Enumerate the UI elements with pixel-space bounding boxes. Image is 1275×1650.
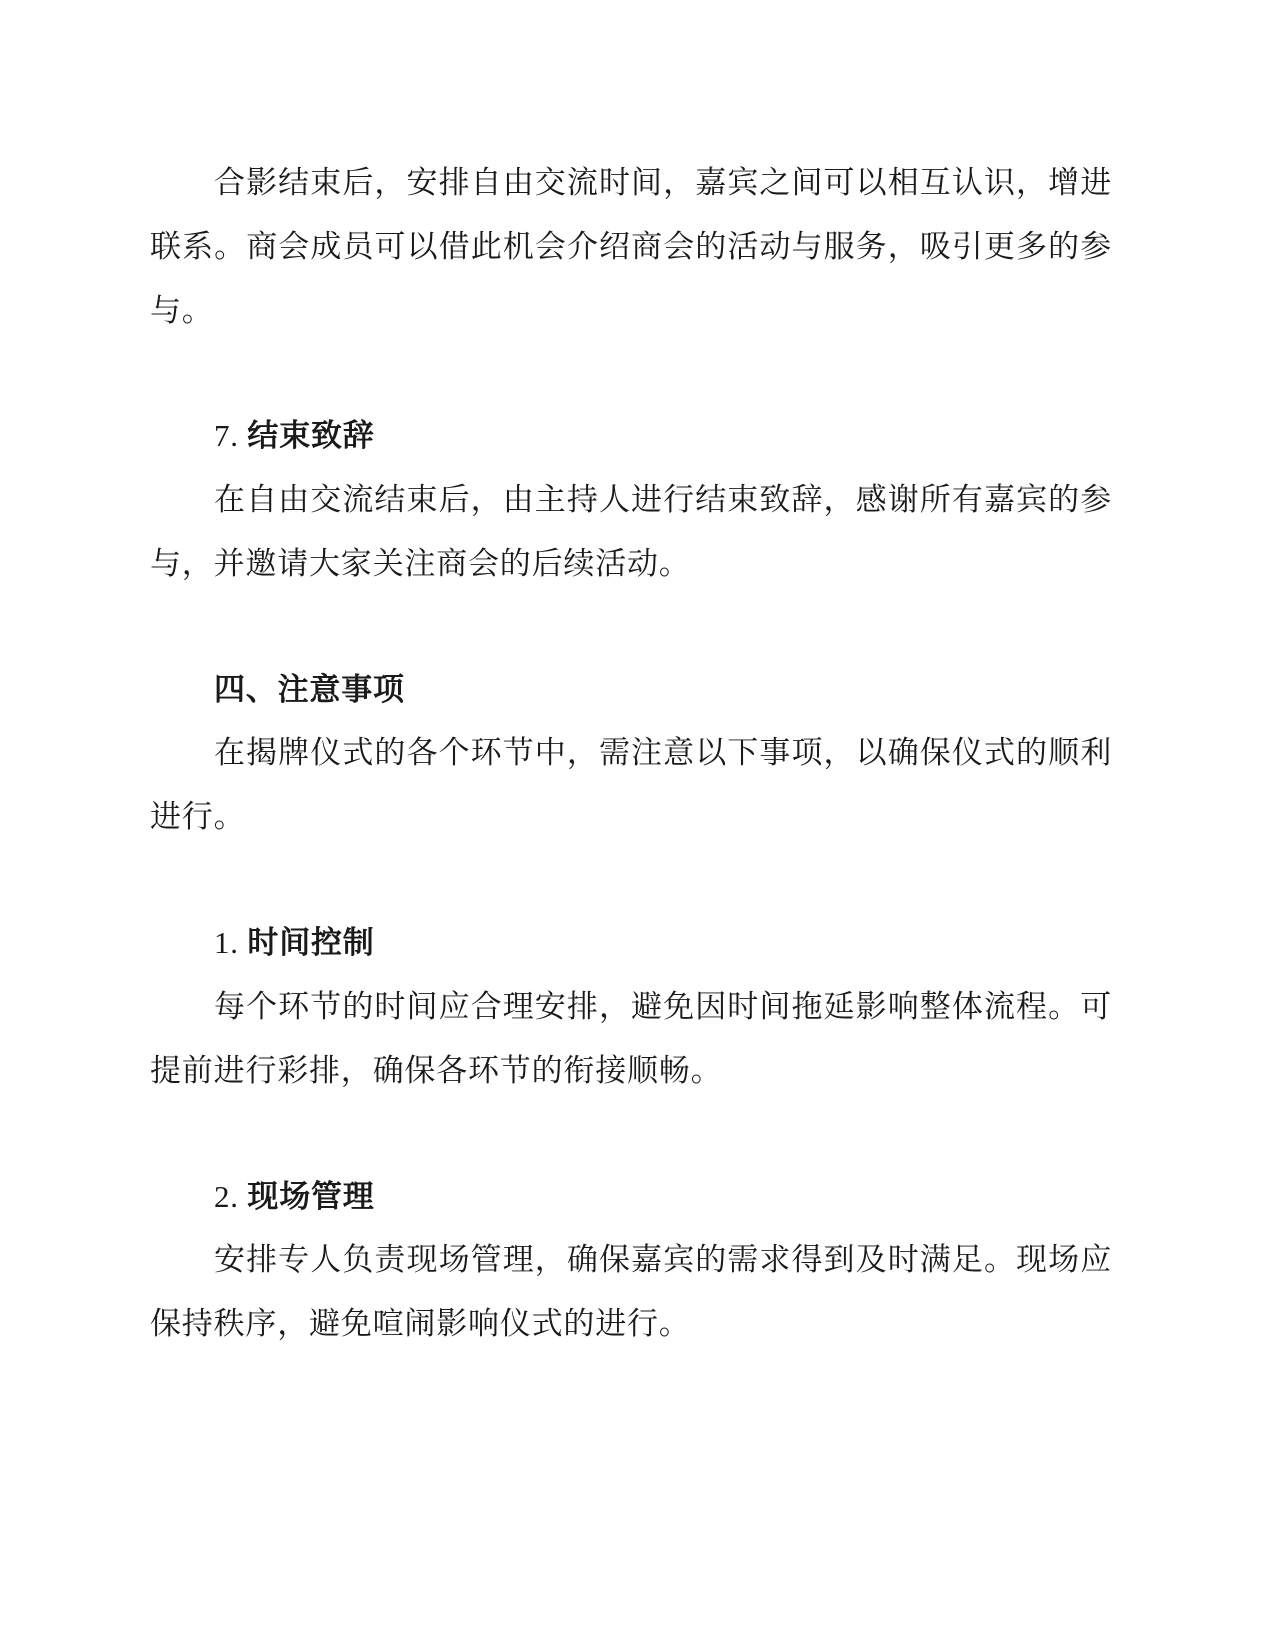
heading-title: 时间控制 (247, 925, 375, 961)
heading-site-management (214, 1165, 375, 1229)
paragraph-time-control: 每个环节的时间应合理安排，避免因时间拖延影响整体流程。可提前进行彩排，确保各环节的衔接顺畅。 (150, 989, 1112, 1089)
heading-title: 结束致辞 (247, 418, 375, 454)
paragraph-closing-speech: 在自由交流结束后，由主持人进行结束致辞，感谢所有嘉宾的参与，并邀请大家关注商会的后续活动。 (150, 482, 1112, 582)
section-heading-notes (214, 658, 405, 722)
paragraph-free-exchange: 合影结束后，安排自由交流时间，嘉宾之间可以相互认识，增进联系。商会成员可以借此机会介绍商会的活动与服务，吸引更多的参与。 (150, 165, 1112, 329)
heading-number: 2. (214, 1179, 248, 1214)
heading-number: 7. (214, 418, 248, 453)
section-title: 四、注意事项 (214, 672, 405, 708)
heading-number: 1. (214, 925, 248, 960)
heading-closing-speech (214, 404, 375, 468)
paragraph-site-management: 安排专人负责现场管理，确保嘉宾的需求得到及时满足。现场应保持秩序，避免喧闹影响仪式的进行。 (150, 1242, 1112, 1342)
heading-time-control (214, 911, 375, 975)
heading-title: 现场管理 (247, 1179, 375, 1215)
paragraph-notes-intro: 在揭牌仪式的各个环节中，需注意以下事项，以确保仪式的顺利进行。 (150, 735, 1112, 835)
